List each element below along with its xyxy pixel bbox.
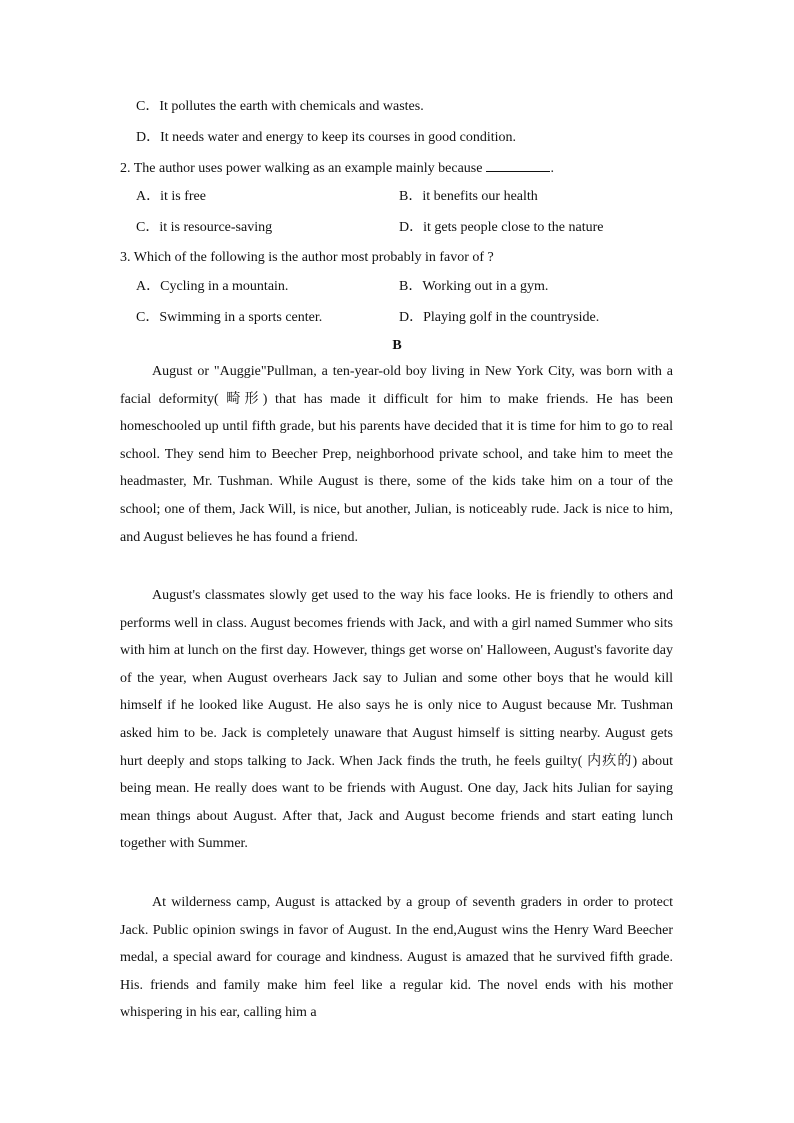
- passage-paragraph-3: At wilderness camp, August is attacked by a group of seventh graders in order to protect Jack. Public opinion swings in favor of August. In the end,August wins the Henry Ward Beecher medal, a special award for courage and kindness. August is amazed that he survived fifth grade. His. friends and family make him feel like a regular kid. The novel ends with his mother whispering in his ear, calling him a: [120, 895, 673, 1021]
- q1-option-d: D．It needs water and energy to keep its courses in good condition.: [136, 130, 516, 145]
- q2-option-a: A．it is free: [136, 189, 206, 204]
- q1-option-c: C．It pollutes the earth with chemicals and wastes.: [136, 99, 424, 114]
- passage-paragraph-2: August's classmates slowly get used to the way his face looks. He is friendly to others and performs well in class. August becomes friends with Jack, and with a girl named Summer who sits with him at lunch on the first day. However, things get worse on' Halloween, August's favorite day of the year, when August overhears Jack say to Julian and some other boys that he would kill himself if he looked like August. He also says he is only nice to August because Mr. Tushman asked him to be. Jack is completely unaware that August himself is sitting nearby. August gets hurt deeply and stops talking to Jack. When Jack finds the truth, he feels guilty( 内疚的) about being mean. He really does want to be friends with August. One day, Jack hits Julian for saying mean things about August. After that, Jack and August become friends and start eating lunch together with Summer.: [120, 588, 673, 852]
- q3-option-b: B．Working out in a gym.: [399, 279, 549, 294]
- q2-option-c: C．it is resource-saving: [136, 220, 273, 235]
- q3-stem: 3. Which of the following is the author most probably in favor of ?: [120, 250, 494, 265]
- q2-option-d: D．it gets people close to the nature: [399, 220, 604, 235]
- q3-option-d: D．Playing golf in the countryside.: [399, 310, 600, 325]
- q2-stem: [120, 159, 554, 178]
- q2-stem-text: 2. The author uses power walking as an example mainly because: [120, 161, 483, 176]
- q3-option-a: A．Cycling in a mountain.: [136, 279, 289, 294]
- section-b-title: B: [392, 338, 402, 353]
- q2-stem-end: .: [550, 161, 554, 176]
- answer-blank: [486, 159, 550, 172]
- q3-option-c: C．Swimming in a sports center.: [136, 310, 323, 325]
- q2-option-b: B．it benefits our health: [399, 189, 538, 204]
- passage-paragraph-1: August or "Auggie"Pullman, a ten-year-old boy living in New York City, was born with a facial deformity( 畸形) that has made it difficult for him to make friends. He has been homeschooled up until fifth grade, but his parents have decided that it is time for him to go to real school. They send him to Beecher Prep, neighborhood private school, and take him to meet the headmaster, Mr. Tushman. While August is there, some of the kids take him on a tour of the school; one of them, Jack Will, is nice, but another, Julian, is noticeably rude. Jack is nice to him, and August believes he has found a friend.: [120, 364, 673, 545]
